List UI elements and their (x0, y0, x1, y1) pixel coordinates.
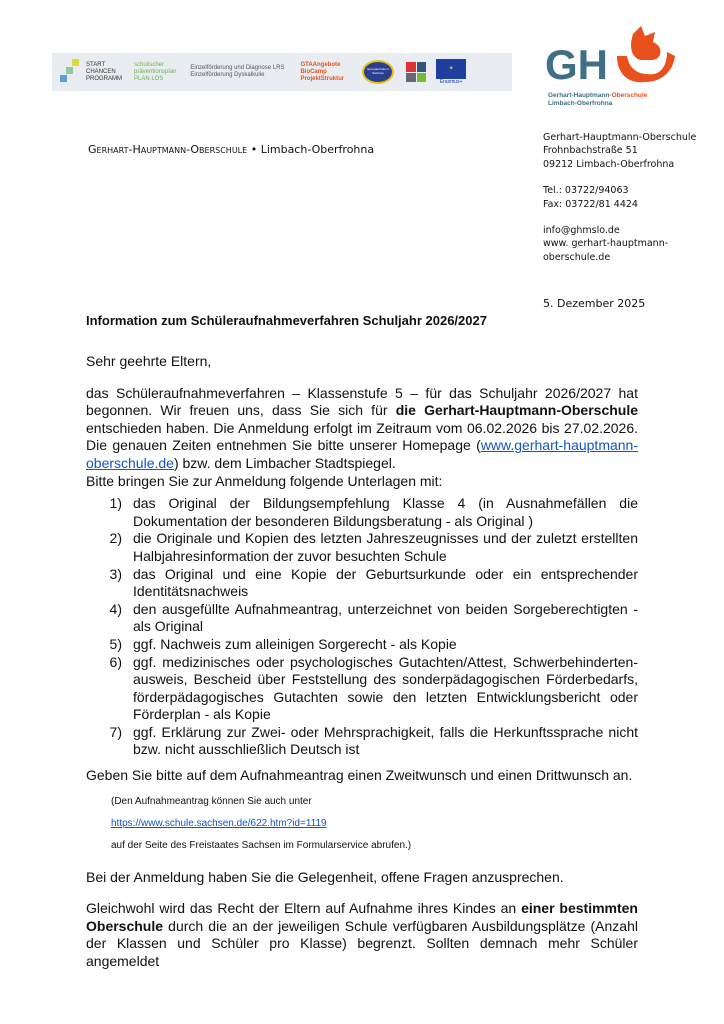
banner-text: schulischer (134, 61, 165, 68)
banner-text: präventionsplan (134, 68, 177, 75)
note-text: (Den Aufnahmeantrag können Sie auch unter (111, 795, 312, 807)
list-item: 7) ggf. Erklärung zur Zwei- oder Mehrsprachigkeit, falls die Herkunftssprache nicht bzw. nicht ausschließlich Deutsch ist (109, 723, 638, 758)
banner-text: GTAAngebote (300, 61, 341, 68)
startchancen-logo-icon (58, 57, 84, 87)
banner-text: PROGRAMM (86, 75, 122, 82)
phone: Tel.: 03722/94063 (543, 185, 629, 197)
note-text: auf der Seite des Freistaates Sachsen im Formularservice abrufen.) (111, 839, 412, 851)
banner-text: START (86, 61, 106, 68)
list-item: 6) ggf. medizinisches oder psychologisches Gutachten/Attest, Schwerbehinderten-ausweis, Bescheid über Feststellung des sonderpädagogischen Förderbedarfs, förderpädagogisches Gutachten sowie den letzten Entwicklungsbericht oder Förderplan - als Kopie (109, 653, 638, 723)
europaschule-seal-icon: Europaschule in Sachsen (362, 60, 394, 84)
sender-line: Gerhart-Hauptmann-Oberschule • Limbach-Oberfrohna (88, 143, 375, 156)
banner-text: BioCamp (300, 68, 327, 75)
eu-flag-icon: ✦ (436, 59, 466, 79)
banner-text: Einzelförderung und Diagnose LRS (190, 65, 285, 71)
subject: Information zum Schüleraufnahmeverfahren Schuljahr 2026/2027 (86, 313, 487, 328)
list-item: 2) die Originale und Kopien des letzten Jahreszeugnisses und der zuletzt erstellten Halbjahresinformation der zuvor besuchten Schule (109, 530, 638, 564)
document-list (86, 495, 638, 759)
list-item: 5) ggf. Nachweis zum alleinigen Sorgerecht - als Kopie (109, 635, 457, 652)
erasmus-logo: ✦ Erasmus+ (436, 59, 466, 85)
address-block (543, 131, 724, 264)
partner-banner (52, 53, 512, 91)
fox-logo-icon (611, 26, 681, 88)
website: www. gerhart-hauptmann-oberschule.de (543, 238, 669, 263)
salutation: Sehr geehrte Eltern, (86, 353, 212, 369)
form-note (111, 791, 638, 857)
email: info@ghmslo.de (543, 225, 620, 237)
fax: Fax: 03722/81 4424 (543, 198, 638, 210)
school-logo: GH Gerhart-Hauptmann-Oberschule Limbach-Oberfrohna (545, 26, 685, 111)
address-line: 09212 Limbach-Oberfrohna (543, 158, 675, 170)
address-line: Gerhart-Hauptmann-Oberschule (543, 132, 697, 143)
banner-text: Einzelförderung Dyskalkulie (190, 72, 265, 78)
letter-body (86, 313, 638, 971)
banner-text: CHANCEN (86, 68, 116, 75)
letter-date: 5. Dezember 2025 (543, 297, 646, 310)
homepage-link[interactable]: www.gerhart-hauptmann-oberschule.de (86, 437, 638, 471)
list-item: 1) das Original der Bildungsempfehlung Klasse 4 (in Ausnahmefällen die Dokumentation der besonderen Bildungsberatung - als Original ) (109, 495, 638, 529)
paragraph: das Schüleraufnahmeverfahren – Klassenstufe 5 – für das Schuljahr 2026/2027 hat begonnen. Wir freuen uns, dass Sie sich für die Gerhart-Hauptmann-Oberschule entschieden haben. Die Anmeldung erfolgt im Zeitraum vom 06.02.2026 bis 27.02.2026. Die genauen Zeiten entnehmen Sie bitte unserer Homepage (www.gerhart-hauptmann-oberschule.de) bzw. dem Limbacher Stadtspiegel. (86, 384, 639, 471)
form-link[interactable]: https://www.schule.sachsen.de/622.htm?id=1119 (111, 817, 327, 829)
banner-text: PLAN LOS (134, 75, 164, 82)
address-line: Frohnbachstraße 51 (543, 145, 638, 157)
banner-text: ProjektStruktur (300, 75, 345, 82)
list-item: 3) das Original und eine Kopie der Geburtsurkunde oder ein entsprechender Identitätsnachweis (109, 565, 638, 600)
partner-logo-icon (406, 62, 426, 82)
paragraph: Gleichwohl wird das Recht der Eltern auf Aufnahme ihres Kindes an einer bestimmten Oberschule durch die an der jeweiligen Schule verfügbaren Ausbildungsplätze (Anzahl der Klassen und Schüler pro Klasse) begrenzt. Sollten demnach mehr Schüler angemeldet (86, 900, 638, 970)
paragraph: Bei der Anmeldung haben Sie die Gelegenheit, offene Fragen anzusprechen. (86, 868, 564, 885)
paragraph: Bitte bringen Sie zur Anmeldung folgende Unterlagen mit: (86, 472, 443, 489)
list-item: 4) den ausgefüllte Aufnahmeantrag, unterzeichnet von beiden Sorgeberechtigten - als Original (109, 600, 638, 635)
paragraph: Geben Sie bitte auf dem Aufnahmeantrag einen Zweitwunsch und einen Drittwunsch an. (86, 767, 633, 784)
